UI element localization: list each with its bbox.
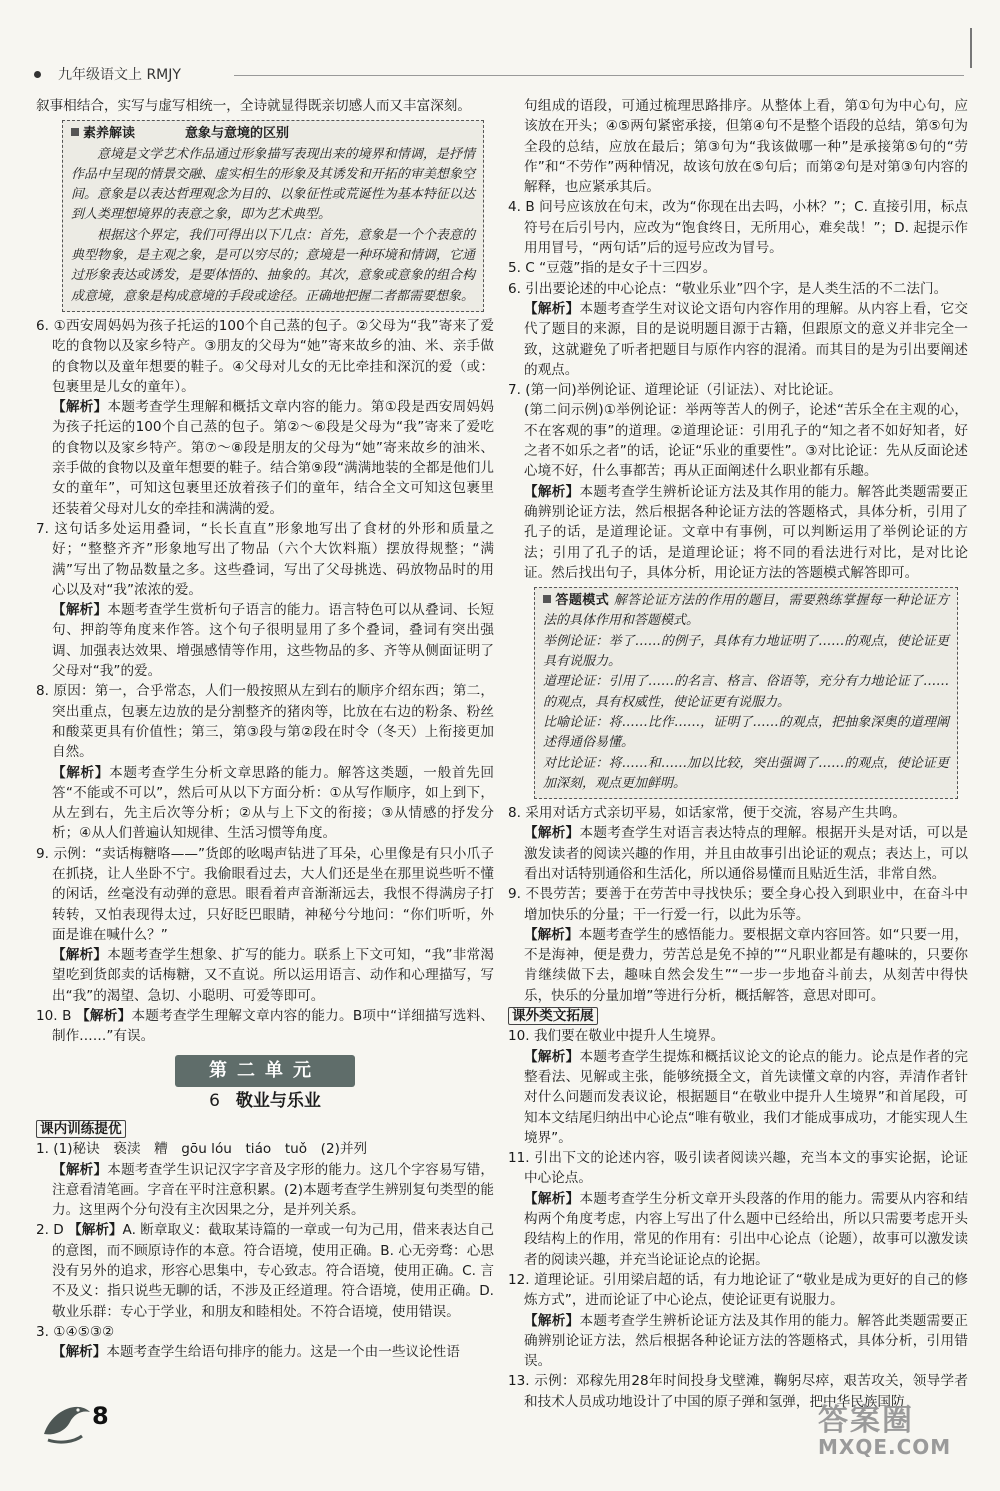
answer-lead: 2. D — [36, 1222, 69, 1239]
answer-item-6: 6. ①西安周妈妈为孩子托运的100个自己蒸的包子。②父母为“我”寄来了爱吃的食物以及家乡特产。③朋友的父母为“她”寄来故乡的油、米、亲手做的食物以及童年想要的鞋子。④父母对儿女的无比牵挂和深沉的爱（或：包裹里是儿女的童年）。 — [36, 317, 494, 395]
box-paragraph: 意境是文学艺术作品通过形象描写表现出来的境界和情调，是抒情作品中呈现的情景交融、虚实相生的形象及其诱发和开拓的审美想象空间。意象是以表达哲理观念为目的、以象征性或荒诞性为基本特征以达到人类理想境界的表意之象，即为艺术典型。 — [71, 146, 475, 223]
analysis-text: A. 断章取义：截取某诗篇的一章或一句为己用，借来表达自己的意图，而不顾原诗作的本意。符合语境，使用正确。B. 心无旁骛：心思没有另外的追求，形容心思集中，专心致志。符合语境，使用正确。C. 言不及义：指只说些无聊的话，不涉及正经道理。符合语境，使用正确。D. 敬业乐群：专心于学业，和朋友和睦相处。不符合语境，使用错误。 — [52, 1222, 495, 1320]
analysis-text: 本题考查学生理解文章内容的能力。B项中“详细描写选料、制作……”有误。 — [52, 1008, 494, 1045]
analysis-tag: 【解析】 — [76, 1008, 132, 1025]
analysis-tag: 【解析】 — [524, 1190, 580, 1207]
analysis-text: 本题考查学生对议论文语句内容作用的理解。从内容上看，它交代了题目的来源，目的是说明题目源于古籍，但跟原文的意义并非完全一致，这就避免了听者把题目与原作内容的混淆。而其目的是为引出要阐述的观点。 — [524, 300, 969, 378]
box-line: 对比论证：将……和……加以比较，突出强调了……的观点，使论证更加深刻，观点更加鲜明。 — [543, 755, 949, 791]
answer-item-9: 9. 示例：“卖话梅糖咯——”货郎的吆喝声钻进了耳朵，心里像是有只小爪子在抓挠，让人坐卧不宁。我偷眼看过去，大人们还是坐在那里说些听不懂的闲话，丝毫没有动弹的意思。眼看着声音渐渐远去，我恨不得满房子打转转，又怕表现得太过，只好眨巴眼睛，神秘兮兮地问：“你们听听，外面是谁在喊什么？” — [36, 845, 494, 943]
watermark-bottom: MXQE.COM — [818, 1435, 952, 1459]
answer-item-4: 4. B 问号应该放在句末，改为“你现在出去吗，小林？”；C. 直接引用，标点符号在后引号内，应改为“饱食终日，无所用心，难矣哉！”；D. 起提示作用用冒号，“两句话”后的逗号应改为冒号。 — [508, 199, 968, 257]
analysis-9 — [508, 925, 968, 1006]
answer-lead: 10. B — [36, 1008, 77, 1025]
box-head — [71, 126, 135, 141]
answer-item-7: 7. 这句话多处运用叠词，“长长直直”形象地写出了食材的外形和质量之好；“整整齐齐”形象地写出了物品（六个大饮料瓶）摆放得规整；“满满”写出了物品数量之多。这些叠词，写出了父母挑选、码放物品时的用心以及对“我”浓浓的爱。 — [36, 520, 494, 598]
watermark-top: 答案圈 — [818, 1403, 914, 1438]
box-head-label: 答题模式 — [555, 593, 610, 609]
page-number: 8 — [92, 1402, 109, 1430]
analysis-tag: 【解析】 — [524, 926, 579, 943]
analysis-text: 本题考查学生辨析论证方法及其作用的能力。解答此类题需要正确辨别论证方法，然后根据各种论证方法的答题格式，具体分析，引用错误。 — [524, 1312, 969, 1370]
analysis-3 — [36, 1342, 494, 1362]
analysis-text: 本题考查学生提炼和概括议论文的论点的能力。论点是作者的完整看法、见解或主张，能够统摄全文，首先读懂文章的内容，弄清作者针对什么问题而发表议论，根据题目“在敬业中提升人生境界”和首尾段，可知本文结尾归纳出中心论点“唯有敬业，我们才能成事成功，才能实现人生境界”。 — [524, 1048, 969, 1146]
analysis-tag: 【解析】 — [52, 947, 108, 964]
analysis-text: 本题考查学生分析文章开头段落的作用的能力。需要从内容和结构两个角度考虑，内容上写出了什么题中已经给出，所以只需要考虑开头段结构上的作用，常见的作用有：引出中心论点（论题），故事可以激发读者的阅读兴趣，并充当论证论点的论据。 — [524, 1190, 969, 1268]
intro-paragraph: 叙事相结合，实写与虚写相统一，全诗就显得既亲切感人而又丰富深刻。 — [36, 98, 471, 114]
analysis-text: 本题考查学生赏析句子语言的能力。语言特色可以从叠词、长短句、押韵等角度来作答。这个句子很明显用了多个叠词，叠词有突出强调、加强表达效果、增强感情等作用，这些物品的多、齐等从侧面证明了父母对“我”的爱。 — [52, 602, 495, 680]
analysis-tag: 【解析】 — [52, 399, 108, 416]
analysis-text: 本题考查学生对语言表达特点的理解。根据开头是对话，可以是激发读者的阅读兴趣的作用，并且由故事引出论证的观点；表达上，可以看出对话特别通俗和生活化，所以通俗易懂而且贴近生活，非常自然。 — [524, 825, 969, 882]
answer-item-2 — [36, 1220, 494, 1321]
answer-item-13: 13. 示例：邓稼先用28年时间投身戈壁滩，鞠躬尽瘁，艰苦攻关，领导学者和技术人员成功地设计了中国的原子弹和氢弹，把中华民族国防 — [508, 1373, 968, 1410]
box-head — [543, 593, 609, 608]
box-line: 举例论证：举了……的例子，具体有力地证明了……的观点，使论证更具有说服力。 — [543, 633, 949, 670]
analysis-10 — [508, 1047, 968, 1148]
right-column — [508, 96, 968, 1412]
page-edge-mark — [970, 28, 972, 68]
header-rule — [234, 75, 964, 76]
answer-item-6: 6. 引出要论述的中心论点：“敬业乐业”四个字，是人类生活的不二法门。 — [508, 280, 948, 297]
analysis-tag: 【解析】 — [524, 1048, 580, 1065]
analysis-tag: 【解析】 — [524, 483, 580, 500]
answer-item-9: 9. 不畏劳苦；要善于在劳苦中寻找快乐；要全身心投入到职业中，在奋斗中增加快乐的分量；干一行爱一行，以此为乐等。 — [508, 886, 968, 923]
answer-item-8: 8. 采用对话方式亲切平易，如话家常，便于交流，容易产生共鸣。 — [508, 805, 906, 822]
lesson-title — [36, 1091, 494, 1111]
analysis-7 — [36, 600, 494, 681]
analysis-text: 本题考查学生辨析论证方法及其作用的能力。解答此类题需要正确辨别论证方法，然后根据各种论证方法的答题格式，具体分析，引用了孔子的话，是道理论证。文章中有事例，可以判断运用了举例论证的方法；引用了孔子的话，是道理论证；将不同的看法进行对比，是对比论证。然后找出句子，具体分析，用论证方法的答题模式解答即可。 — [524, 483, 969, 581]
analysis-tag: 【解析】 — [52, 1344, 107, 1361]
answer-item-5: 5. C “豆蔻”指的是女子十三四岁。 — [508, 260, 717, 277]
answer-item-7: 7. (第一问)举例论证、道理论证（引证法）、对比论证。 — [508, 382, 842, 399]
answer-item-12: 12. 道理论证。引用梁启超的话，有力地论证了“敬业是成为更好的自己的修炼方式”，进而论证了中心论点，使论证更有说服力。 — [508, 1271, 968, 1309]
box-paragraph: 根据这个界定，我们可得出以下几点：首先，意象是一个个表意的典型物象，是主观之象，是可以穷尽的；意境是一种环境和情调，它通过形象表达或诱发，是要体悟的、抽象的。其次，意象或意象的组合构成意境，意象是构成意境的手段或途径。正确地把握二者都需要想象。 — [71, 227, 475, 304]
section-heading — [508, 1006, 968, 1026]
analysis-9 — [36, 945, 494, 1006]
watermark-logo — [818, 1395, 966, 1473]
analysis-text: 本题考查学生的感悟能力。要根据文章内容回答。如“只要一用，不是海神，便是费力，劳苦总是免不掉的”“凡职业都是有趣味的，只要你肯继续做下去，趣味自然会发生”“一步一步地奋斗前去，从刻苦中得快乐，快乐的分量加增”等进行分析，概括解答，意思对即可。 — [524, 926, 968, 1004]
analysis-text: 本题考查学生想象、扩写的能力。联系上下文可知，“我”非常渴望吃到货郎卖的话梅糖，又不直说。所以运用语言、动作和心理描写，写出“我”的渴望、急切、小聪明、可爱等即可。 — [52, 947, 494, 1004]
section-heading — [36, 1119, 494, 1139]
analysis-6 — [508, 299, 968, 380]
answer-item-3: 3. ①④⑤③② — [36, 1323, 115, 1340]
analysis-11 — [508, 1189, 968, 1270]
answer-item-10 — [36, 1006, 494, 1047]
analysis-text: 本题考查学生分析文章思路的能力。解答这类题，一般首先回答“不能或不可以”，然后可从以下方面分析：①从写作顺序，如上到下，从左到右，先主后次等分析；②从与上下文的衔接；③从情感的抒发分析；④从人们普遍认知规律、生活习惯等角度。 — [52, 764, 495, 842]
answer-item-1: 1. (1)秘诀 亵渎 糟 gōu lóu tiáo tuǒ (2)并列 — [36, 1141, 368, 1158]
unit-banner: 第二单元 — [175, 1055, 355, 1087]
bullet-icon — [34, 71, 41, 78]
answer-pattern-box — [534, 587, 958, 799]
analysis-1 — [36, 1160, 494, 1221]
analysis-6 — [36, 397, 494, 519]
left-column — [36, 96, 494, 1363]
square-icon — [543, 595, 551, 603]
literacy-box — [62, 120, 484, 312]
square-icon — [71, 128, 79, 136]
lesson-name: 敬业与乐业 — [235, 1090, 321, 1111]
box-line: 道理论证：引用了……的名言、格言、俗语等，充分有力地论证了……的观点，具有权威性，使论证更有说服力。 — [543, 674, 949, 710]
analysis-7 — [508, 482, 968, 583]
analysis-text: 本题考查学生给语句排序的能力。这是一个由一些议论性语 — [106, 1344, 460, 1361]
section-label: 课内训练提优 — [36, 1120, 126, 1138]
analysis-8 — [36, 763, 494, 844]
analysis-tag: 【解析】 — [68, 1222, 123, 1239]
answer-item-8: 8. 原因：第一，合乎常态，人们一般按照从左到右的顺序介绍东西；第二，突出重点，包裹左边放的是分割整齐的猪肉等，比放在右边的粉条、粉丝和酸菜更具有价值性；第三，第③段与第②段在时令（冬天）上衔接更加自然。 — [36, 683, 494, 761]
lesson-number: 6 — [209, 1090, 220, 1111]
analysis-tag: 【解析】 — [52, 764, 110, 781]
analysis-tag: 【解析】 — [524, 825, 580, 842]
analysis-text: 本题考查学生识记汉字字音及字形的能力。这几个字容易写错，注意看清笔画。字音在平时注意积累。(2)本题考查学生辨别复句类型的能力。这里两个分句没有主次因果之分，是并列关系。 — [52, 1161, 495, 1219]
continued-paragraph: 句组成的语段，可通过梳理思路排序。从整体上看，第①句为中心句，应该放在开头；④⑤两句紧密承接，但第④句不是整个语段的总结，第⑤句为全段的总结，应放在最后；第③句为“我该做哪一种”是承接第⑤句的“劳作”和“不劳作”两种情况，故该句放在⑤句后；而第②句是对第③句内容的解释，也应紧承其后。 — [524, 98, 968, 196]
answer-item-11: 11. 引出下文的论述内容，吸引读者阅读兴趣，充当本文的事实论据，论证中心论点。 — [508, 1150, 968, 1187]
answer-item-7-part2: (第二问示例)①举例论证：举两等苦人的例子，论述“苦乐全在主观的心，不在客观的事”的道理。②道理论证：引用孔子的“知之者不如好知者，好之者不如乐之者”的话，论证“乐业的重要性”。③对比论证：先从反面论述心境不好，什么事都苦；再从正面阐述什么职业都有乐趣。 — [524, 402, 968, 480]
analysis-tag: 【解析】 — [52, 1161, 108, 1178]
header-title: 九年级语文上 RMJY — [58, 67, 181, 83]
analysis-text: 本题考查学生理解和概括文章内容的能力。第①段是西安周妈妈为孩子托运的100个自己蒸的包子。第②～⑥段是父母为“我”寄来了爱吃的食物以及家乡特产。第⑦～⑧段是朋友的父母为“她”寄来故乡的油米、亲手做的食物以及童年想要的鞋子。结合第⑨段“满满地装的全都是他们儿女的童年”，可知这包裹里还放着孩子们的童年，结合全文可知这包裹里还装着父母对儿女的牵挂和满满的爱。 — [52, 399, 495, 517]
section-label: 课外类文拓展 — [508, 1007, 598, 1025]
answer-item-10: 10. 我们要在敬业中提升人生境界。 — [508, 1028, 725, 1045]
analysis-8 — [508, 823, 968, 884]
analysis-tag: 【解析】 — [52, 602, 108, 619]
box-intro: 解答论证方法的作用的题目，需要熟练掌握每一种论证方法的具体作用和答题模式。 — [543, 593, 949, 629]
analysis-12 — [508, 1311, 968, 1372]
running-header — [34, 62, 964, 86]
box-title: 意象与意境的区别 — [185, 126, 290, 142]
box-head-label: 素养解读 — [83, 126, 136, 142]
analysis-tag: 【解析】 — [524, 1312, 580, 1329]
analysis-tag: 【解析】 — [524, 300, 580, 317]
box-line: 比喻论证：将……比作……，证明了……的观点，把抽象深奥的道理阐述得通俗易懂。 — [543, 714, 949, 751]
